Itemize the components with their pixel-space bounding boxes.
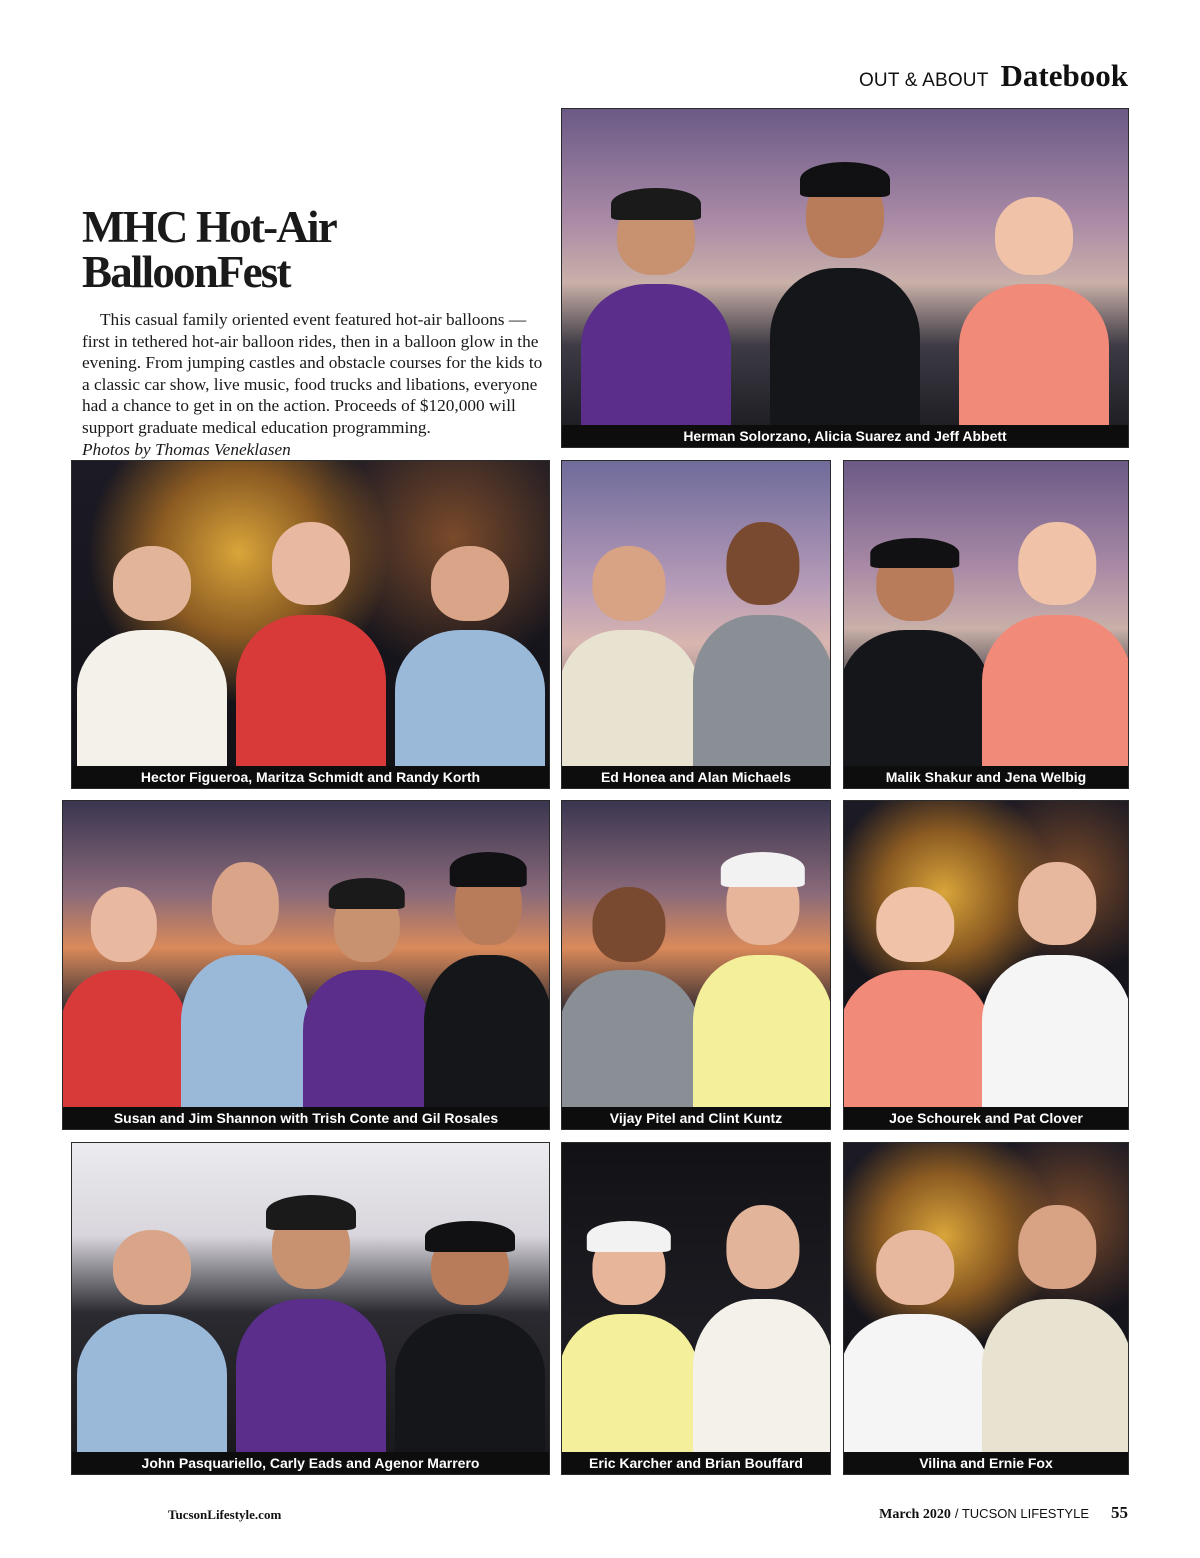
- person-head: [876, 1230, 954, 1306]
- person-cap: [721, 852, 805, 886]
- person-figure: [77, 546, 227, 766]
- person-cap: [587, 1221, 671, 1252]
- person-body: [77, 1314, 227, 1452]
- photo-image: [63, 801, 549, 1107]
- photo-image: [562, 801, 830, 1107]
- person-figure: [236, 522, 386, 766]
- photo-caption: Herman Solorzano, Alicia Suarez and Jeff Abbett: [562, 425, 1128, 447]
- person-figure: [693, 862, 831, 1107]
- person-figure: [770, 172, 920, 425]
- person-figure: [77, 1230, 227, 1452]
- person-figure: [982, 1205, 1129, 1452]
- photo-image: [72, 461, 549, 766]
- photo-herman-alicia-jeff: [561, 108, 1129, 448]
- person-body: [843, 630, 990, 766]
- person-body: [982, 615, 1129, 766]
- person-cap: [328, 878, 405, 909]
- person-figure: [843, 1230, 990, 1452]
- photo-caption: Malik Shakur and Jena Welbig: [844, 766, 1128, 788]
- person-body: [181, 955, 309, 1107]
- person-cap: [870, 538, 959, 569]
- person-figure: [181, 862, 309, 1107]
- photo-joe-pat: [843, 800, 1129, 1130]
- page-footer: [879, 1503, 1128, 1523]
- person-body: [693, 615, 831, 766]
- photo-hector-maritza-randy: [71, 460, 550, 789]
- person-head: [91, 887, 157, 962]
- person-head: [212, 862, 278, 945]
- person-figure: [843, 887, 990, 1107]
- person-body: [693, 1299, 831, 1452]
- person-body: [581, 284, 731, 425]
- page-header: [859, 58, 1128, 94]
- person-head: [995, 197, 1073, 274]
- photo-caption: Vilina and Ernie Fox: [844, 1452, 1128, 1474]
- person-head: [431, 546, 509, 621]
- photo-vijay-clint: [561, 800, 831, 1130]
- person-head: [592, 546, 665, 621]
- person-body: [561, 630, 699, 766]
- person-head: [1018, 1205, 1096, 1289]
- person-figure: [395, 1230, 545, 1452]
- person-figure: [982, 862, 1129, 1107]
- photo-image: [562, 1143, 830, 1452]
- photo-vilina-ernie: [843, 1142, 1129, 1475]
- person-figure: [561, 1230, 699, 1452]
- person-figure: [424, 862, 550, 1107]
- photo-ed-alan: [561, 460, 831, 789]
- person-figure: [303, 887, 431, 1107]
- photo-image: [844, 1143, 1128, 1452]
- person-head: [876, 887, 954, 962]
- person-figure: [581, 197, 731, 425]
- person-body: [693, 955, 831, 1107]
- person-body: [843, 1314, 990, 1452]
- photo-image: [562, 461, 830, 766]
- person-head: [592, 887, 665, 962]
- person-cap: [800, 162, 890, 197]
- person-body: [236, 615, 386, 766]
- person-body: [982, 955, 1129, 1107]
- person-body: [236, 1299, 386, 1452]
- person-cap: [611, 188, 701, 220]
- person-head: [272, 522, 350, 605]
- photo-caption: Susan and Jim Shannon with Trish Conte and Gil Rosales: [63, 1107, 549, 1129]
- issue-date: March 2020: [879, 1507, 951, 1522]
- person-head: [1018, 522, 1096, 605]
- person-figure: [236, 1205, 386, 1452]
- person-figure: [561, 887, 699, 1107]
- photo-john-carly-agenor: [71, 1142, 550, 1475]
- person-cap: [425, 1221, 515, 1252]
- photo-image: [844, 801, 1128, 1107]
- person-body: [982, 1299, 1129, 1452]
- person-figure: [693, 522, 831, 766]
- person-body: [303, 970, 431, 1107]
- page-number: 55: [1111, 1503, 1128, 1522]
- person-figure: [561, 546, 699, 766]
- person-body: [959, 284, 1109, 425]
- footer-website: TucsonLifestyle.com: [168, 1507, 282, 1522]
- photo-caption: Hector Figueroa, Maritza Schmidt and Randy Korth: [72, 766, 549, 788]
- person-figure: [62, 887, 188, 1107]
- photo-caption: Eric Karcher and Brian Bouffard: [562, 1452, 830, 1474]
- person-head: [726, 522, 799, 605]
- photo-malik-jena: [843, 460, 1129, 789]
- person-cap: [450, 852, 527, 886]
- photo-image: [562, 109, 1128, 425]
- person-body: [770, 268, 920, 425]
- section-title: Datebook: [1000, 58, 1128, 93]
- photo-image: [72, 1143, 549, 1452]
- person-figure: [693, 1205, 831, 1452]
- person-body: [395, 630, 545, 766]
- person-head: [113, 546, 191, 621]
- magazine-name: / TUCSON LIFESTYLE: [954, 1506, 1089, 1521]
- person-body: [424, 955, 550, 1107]
- photo-credit: Photos by Thomas Veneklasen: [82, 440, 291, 459]
- photo-image: [844, 461, 1128, 766]
- person-figure: [395, 546, 545, 766]
- person-body: [77, 630, 227, 766]
- person-head: [113, 1230, 191, 1306]
- person-body: [843, 970, 990, 1107]
- person-body: [561, 1314, 699, 1452]
- photo-susan-jim-trish-gil: [62, 800, 550, 1130]
- person-figure: [959, 197, 1109, 425]
- person-figure: [982, 522, 1129, 766]
- person-head: [726, 1205, 799, 1289]
- person-figure: [843, 546, 990, 766]
- photo-caption: Vijay Pitel and Clint Kuntz: [562, 1107, 830, 1129]
- article-body: This casual family oriented event featured hot-air balloons — first in tethered hot-air balloon rides, then in a balloon glow in the evening. From jumping castles and obstacle courses for the kids to a classic car show, live music, food trucks and libations, everyone had a chance to get in on the action. Proceeds of $120,000 will support graduate medical education programming.: [82, 310, 543, 437]
- person-body: [62, 970, 188, 1107]
- person-cap: [266, 1195, 356, 1230]
- person-head: [1018, 862, 1096, 945]
- photo-caption: Ed Honea and Alan Michaels: [562, 766, 830, 788]
- photo-caption: Joe Schourek and Pat Clover: [844, 1107, 1128, 1129]
- photo-eric-brian: [561, 1142, 831, 1475]
- article-headline: MHC Hot-Air BalloonFest: [82, 202, 336, 297]
- person-body: [395, 1314, 545, 1452]
- person-body: [561, 970, 699, 1107]
- article: [82, 202, 552, 461]
- section-label: OUT & ABOUT: [858, 70, 989, 91]
- photo-caption: John Pasquariello, Carly Eads and Agenor Marrero: [72, 1452, 549, 1474]
